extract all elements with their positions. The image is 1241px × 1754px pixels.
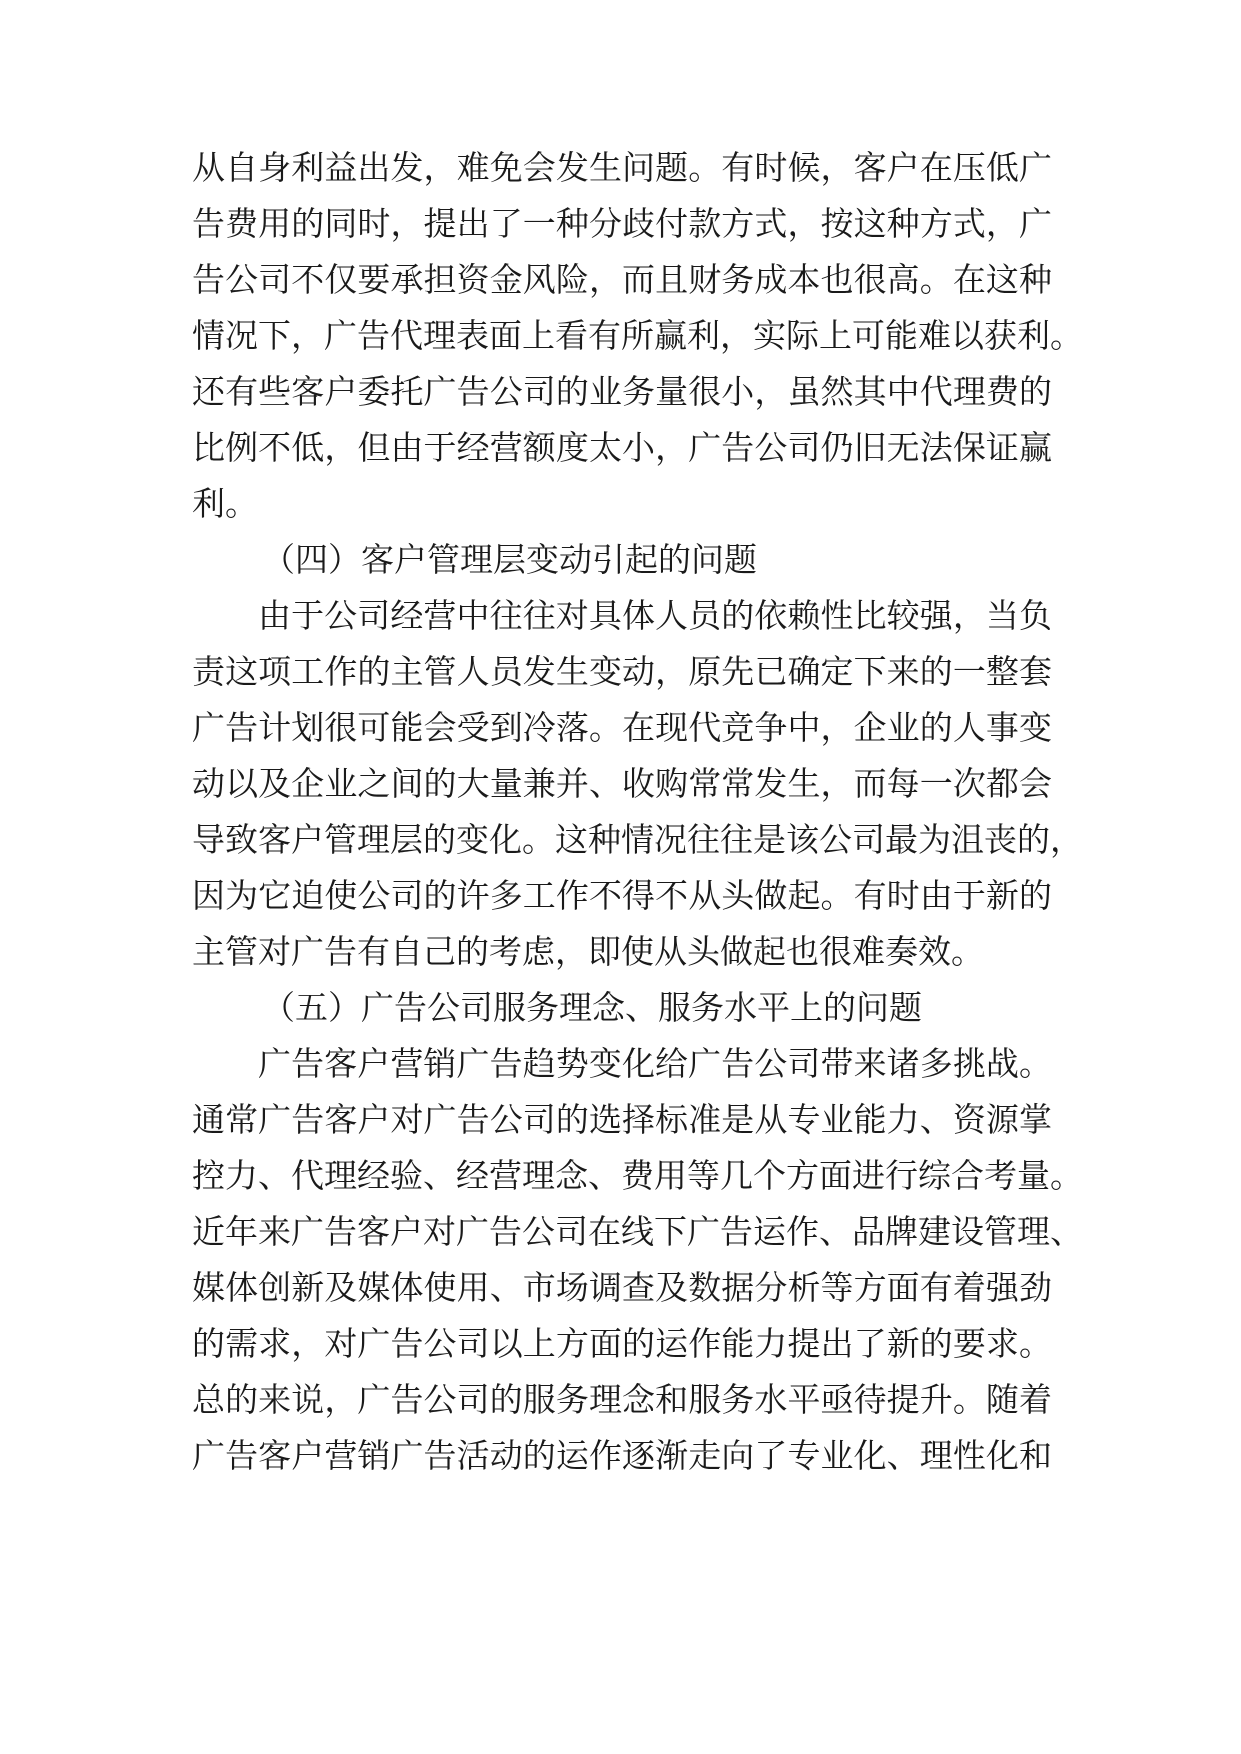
- paragraph-line: 的需求，对广告公司以上方面的运作能力提出了新的要求。: [192, 1324, 1052, 1363]
- paragraph-line: 利。: [192, 484, 258, 523]
- paragraph-line: 广告客户营销广告活动的运作逐渐走向了专业化、理性化和: [192, 1436, 1052, 1475]
- paragraph-line: 动以及企业之间的大量兼并、收购常常发生，而每一次都会: [192, 764, 1052, 803]
- paragraph-line: 告费用的同时，提出了一种分歧付款方式，按这种方式，广: [192, 204, 1052, 243]
- paragraph-line: 媒体创新及媒体使用、市场调查及数据分析等方面有着强劲: [192, 1268, 1052, 1307]
- paragraph-line: 广告客户营销广告趋势变化给广告公司带来诸多挑战。: [258, 1044, 1052, 1083]
- paragraph-line: 责这项工作的主管人员发生变动，原先已确定下来的一整套: [192, 652, 1052, 691]
- paragraph-line: 比例不低，但由于经营额度太小，广告公司仍旧无法保证赢: [192, 428, 1052, 467]
- section-heading: （四）客户管理层变动引起的问题: [262, 540, 757, 579]
- paragraph-line: 通常广告客户对广告公司的选择标准是从专业能力、资源掌: [192, 1100, 1052, 1139]
- paragraph-line: 主管对广告有自己的考虑，即使从头做起也很难奏效。: [192, 932, 984, 971]
- paragraph-line: 还有些客户委托广告公司的业务量很小，虽然其中代理费的: [192, 372, 1052, 411]
- paragraph-line: 总的来说，广告公司的服务理念和服务水平亟待提升。随着: [192, 1380, 1052, 1419]
- section-heading: （五）广告公司服务理念、服务水平上的问题: [262, 988, 922, 1027]
- paragraph-line: 由于公司经营中往往对具体人员的依赖性比较强，当负: [258, 596, 1052, 635]
- paragraph-line: 从自身利益出发，难免会发生问题。有时候，客户在压低广: [192, 148, 1052, 187]
- paragraph-line: 导致客户管理层的变化。这种情况往往是该公司最为沮丧的，: [192, 820, 1083, 859]
- paragraph-line: 情况下，广告代理表面上看有所赢利，实际上可能难以获利。: [192, 316, 1083, 355]
- paragraph-line: 控力、代理经验、经营理念、费用等几个方面进行综合考量。: [192, 1156, 1083, 1195]
- paragraph-line: 广告计划很可能会受到冷落。在现代竞争中，企业的人事变: [192, 708, 1052, 747]
- paragraph-line: 告公司不仅要承担资金风险，而且财务成本也很高。在这种: [192, 260, 1052, 299]
- paragraph-line: 因为它迫使公司的许多工作不得不从头做起。有时由于新的: [192, 876, 1052, 915]
- paragraph-line: 近年来广告客户对广告公司在线下广告运作、品牌建设管理、: [192, 1212, 1083, 1251]
